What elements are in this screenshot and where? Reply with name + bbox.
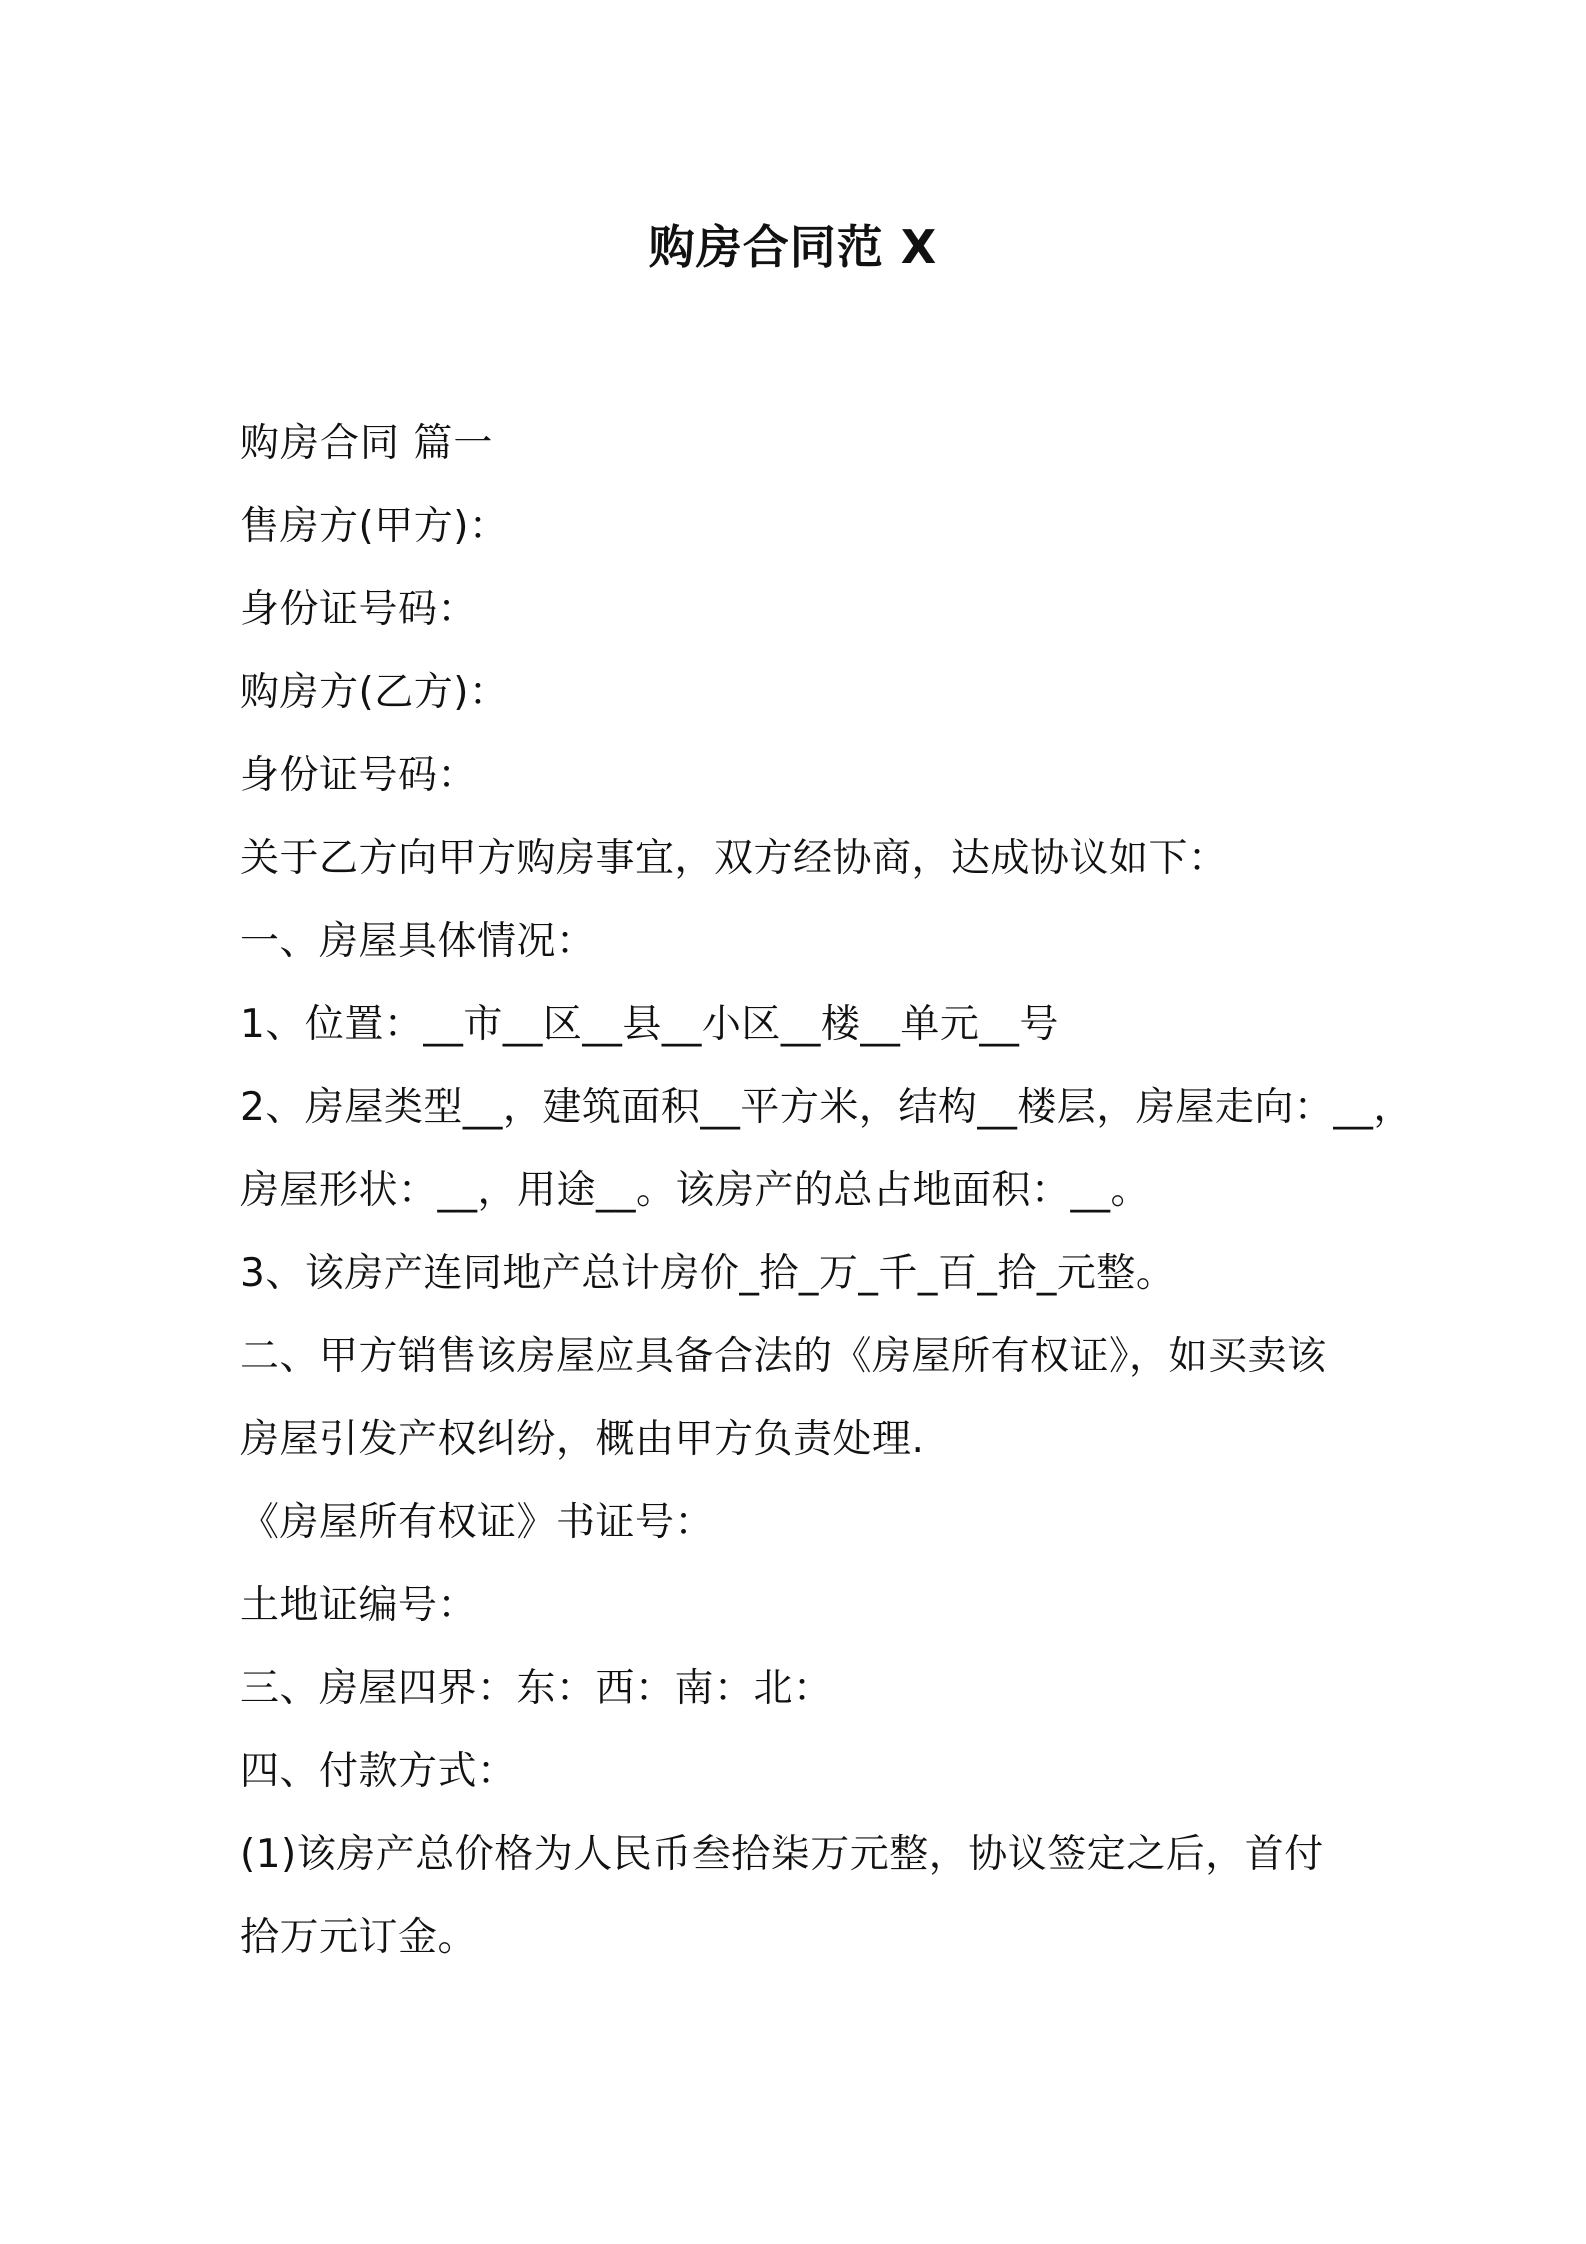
agreement-intro-line: 关于乙方向甲方购房事宜，双方经协商，达成协议如下： — [240, 836, 1228, 881]
seller-id-line: 身份证号码： — [240, 587, 478, 632]
seller-party-line: 售房方(甲方)： — [240, 504, 509, 549]
document-body — [240, 402, 1413, 1979]
payment-clause-line-2: 拾万元订金。 — [240, 1915, 478, 1960]
buyer-id-line: 身份证号码： — [240, 753, 478, 798]
section-2-line-2: 房屋引发产权纠纷，概由甲方负责处理. — [240, 1417, 925, 1462]
section-4-heading: 四、付款方式： — [240, 1749, 517, 1794]
house-shape-line: 房屋形状：__，用途__。该房产的总占地面积：__。 — [240, 1168, 1151, 1213]
section-2-line-1: 二、甲方销售该房屋应具备合法的《房屋所有权证》，如买卖该 — [240, 1334, 1327, 1379]
section-1-heading: 一、房屋具体情况： — [240, 919, 596, 964]
document-title: 购房合同范 X — [648, 220, 938, 274]
total-price-line: 3、该房产连同地产总计房价_拾_万_千_百_拾_元整。 — [240, 1251, 1176, 1296]
contract-subtitle: 购房合同 篇一 — [240, 421, 494, 466]
house-type-line: 2、房屋类型__，建筑面积__平方米，结构__楼层，房屋走向：__， — [240, 1085, 1413, 1130]
payment-clause-line-1: (1)该房产总价格为人民币叁拾柒万元整，协议签定之后，首付 — [240, 1832, 1324, 1877]
buyer-party-line: 购房方(乙方)： — [240, 670, 509, 715]
land-cert-number-line: 土地证编号： — [240, 1583, 478, 1628]
section-3-boundaries-line: 三、房屋四界：东：西：南：北： — [240, 1666, 833, 1711]
location-line: 1、位置：__市__区__县__小区__楼__单元__号 — [240, 1002, 1059, 1047]
ownership-cert-number-line: 《房屋所有权证》书证号： — [240, 1500, 715, 1545]
